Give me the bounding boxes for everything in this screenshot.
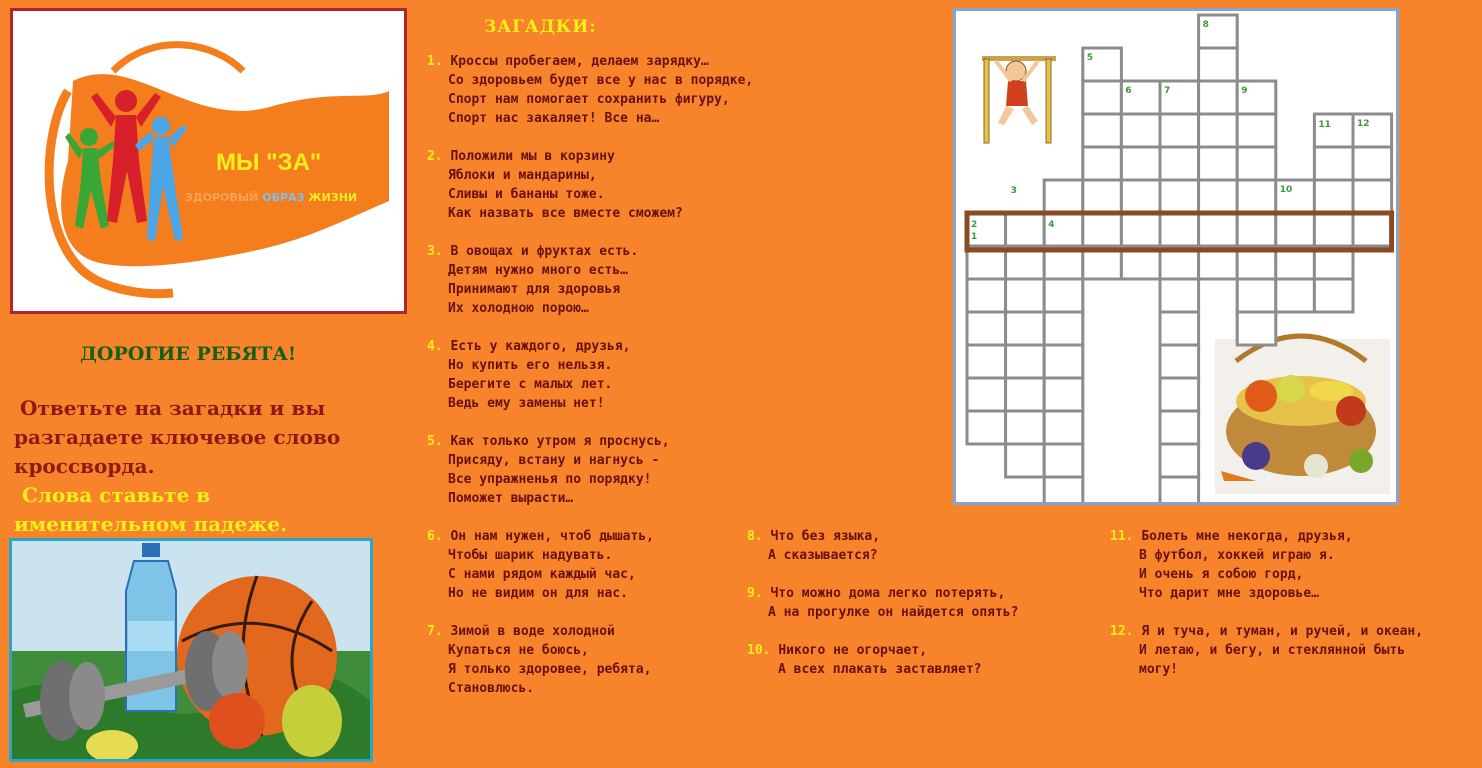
riddle-line: Купаться не боюсь, xyxy=(448,643,589,658)
crossword-cell[interactable] xyxy=(1160,345,1199,378)
crossword-cell[interactable] xyxy=(1160,411,1199,444)
crossword-number: 10 xyxy=(1279,185,1293,195)
crossword-cell[interactable] xyxy=(967,312,1006,345)
crossword-cell[interactable] xyxy=(1044,444,1083,477)
crossword-number: 7 xyxy=(1164,86,1171,96)
crossword-number: 3 xyxy=(1010,186,1017,196)
riddle-line: Но купить его нельзя. xyxy=(448,358,613,373)
crossword-cell[interactable] xyxy=(1353,180,1392,213)
logo-illustration xyxy=(13,11,404,311)
riddle-line: Как назвать все вместе сможем? xyxy=(448,206,683,221)
crossword-cell[interactable] xyxy=(1006,444,1045,477)
intro-line: именительном падеже. xyxy=(14,512,288,536)
crossword-cell[interactable] xyxy=(1121,147,1160,180)
logo-card xyxy=(10,8,407,314)
crossword-cell[interactable] xyxy=(967,411,1006,444)
riddle-line: Я и туча, и туман, и ручей, и океан, xyxy=(1141,624,1424,639)
logo-subtitle-word: ЖИЗНИ xyxy=(308,191,358,204)
crossword-cell[interactable] xyxy=(1006,213,1045,246)
crossword-cell[interactable] xyxy=(1314,180,1353,213)
intro-line: кроссворда. xyxy=(14,454,155,478)
riddle-line: Что дарит мне здоровье… xyxy=(1139,586,1320,601)
crossword-cell[interactable] xyxy=(1314,114,1353,147)
riddle-10 xyxy=(747,641,982,679)
riddle-line: Их холодною порою… xyxy=(448,301,589,316)
sport-illustration xyxy=(12,541,370,759)
riddle-12 xyxy=(1110,622,1423,679)
riddle-number: 3. xyxy=(427,244,443,259)
crossword-cell[interactable] xyxy=(1237,213,1276,246)
crossword-cell[interactable] xyxy=(1044,345,1083,378)
crossword-cell[interactable] xyxy=(1044,411,1083,444)
intro-instructions xyxy=(14,394,394,539)
riddle-line: Я только здоровее, ребята, xyxy=(448,662,652,677)
riddle-line: Он нам нужен, чтоб дышать, xyxy=(450,529,654,544)
crossword-cell[interactable] xyxy=(1237,114,1276,147)
intro-line: разгадаете ключевое слово xyxy=(14,425,341,449)
riddle-7 xyxy=(427,622,652,698)
logo-subtitle-word: ОБРАЗ xyxy=(262,191,305,204)
logo-subtitle xyxy=(185,191,357,204)
riddle-5 xyxy=(427,432,670,508)
crossword-number: 4 xyxy=(1048,220,1055,230)
riddle-number: 5. xyxy=(427,434,443,449)
pear-icon xyxy=(282,685,342,757)
crossword-cell[interactable] xyxy=(1006,279,1045,312)
riddle-line: Никого не огорчает, xyxy=(778,643,928,658)
crossword-cell[interactable] xyxy=(1006,312,1045,345)
crossword-cell[interactable] xyxy=(967,279,1006,312)
crossword-cell[interactable] xyxy=(1044,279,1083,312)
crossword-number: 8 xyxy=(1202,20,1209,30)
crossword-cell[interactable] xyxy=(1276,213,1315,246)
riddle-line: И очень я собою горд, xyxy=(1139,567,1304,582)
crossword-cell[interactable] xyxy=(1121,213,1160,246)
crossword-cell[interactable] xyxy=(1006,411,1045,444)
riddle-line: Становлюсь. xyxy=(448,681,535,696)
riddle-line: Сливы и бананы тоже. xyxy=(448,187,605,202)
fruit-basket-icon xyxy=(1215,336,1390,494)
crossword-cell[interactable] xyxy=(1160,213,1199,246)
riddle-number: 10. xyxy=(747,643,771,658)
riddle-line: Поможет вырасти… xyxy=(448,491,574,506)
crossword-cell[interactable] xyxy=(1083,180,1122,213)
riddle-line: В овощах и фруктах есть. xyxy=(450,244,639,259)
crossword-cell[interactable] xyxy=(1276,279,1315,312)
riddle-11 xyxy=(1110,527,1353,603)
sport-equipment-picture xyxy=(9,538,373,762)
crossword-cell[interactable] xyxy=(1160,114,1199,147)
crossword-cell[interactable] xyxy=(967,378,1006,411)
crossword-number: 2 xyxy=(971,220,978,230)
riddle-line: Положили мы в корзину xyxy=(450,149,615,164)
riddle-number: 12. xyxy=(1110,624,1134,639)
riddle-number: 11. xyxy=(1110,529,1134,544)
riddle-number: 8. xyxy=(747,529,763,544)
riddle-6 xyxy=(427,527,654,603)
riddle-line: Присяду, встану и нагнусь - xyxy=(448,453,660,468)
riddles-title: ЗАГАДКИ: xyxy=(484,17,597,37)
riddle-line: Кроссы пробегаем, делаем зарядку… xyxy=(450,54,709,69)
crossword-cell[interactable] xyxy=(1044,312,1083,345)
crossword-cell[interactable] xyxy=(1006,345,1045,378)
riddle-line: Яблоки и мандарины, xyxy=(448,168,597,183)
crossword-cell[interactable] xyxy=(1199,213,1238,246)
riddle-4 xyxy=(427,337,631,413)
dear-children-heading: ДОРОГИЕ РЕБЯТА! xyxy=(80,343,297,365)
riddle-line: Все упражненья по порядку! xyxy=(448,472,652,487)
riddle-8 xyxy=(747,527,880,565)
riddle-line: Берегите с малых лет. xyxy=(448,377,613,392)
crossword-cell[interactable] xyxy=(1199,48,1238,81)
riddle-line: Есть у каждого, друзья, xyxy=(450,339,631,354)
crossword-cell[interactable] xyxy=(1237,312,1276,345)
crossword-cell[interactable] xyxy=(1199,81,1238,114)
crossword-number: 1 xyxy=(971,232,978,242)
crossword-number: 6 xyxy=(1125,86,1132,96)
crossword-cell[interactable] xyxy=(1083,147,1122,180)
riddle-number: 2. xyxy=(427,149,443,164)
riddle-number: 7. xyxy=(427,624,443,639)
crossword-cell[interactable] xyxy=(1083,114,1122,147)
crossword-grid xyxy=(956,11,1396,502)
crossword-cell[interactable] xyxy=(1199,147,1238,180)
riddle-line: Как только утром я проснусь, xyxy=(450,434,670,449)
crossword-cell[interactable] xyxy=(1083,81,1122,114)
riddle-2 xyxy=(427,147,683,223)
riddle-1 xyxy=(427,52,753,128)
crossword-cell[interactable] xyxy=(1160,180,1199,213)
riddle-9 xyxy=(747,584,1018,622)
riddle-line: А всех плакать заставляет? xyxy=(778,662,982,677)
crossword-number: 9 xyxy=(1241,86,1248,96)
crossword-cell[interactable] xyxy=(1160,477,1199,502)
riddle-number: 1. xyxy=(427,54,443,69)
riddle-line: И летаю, и бегу, и стеклянной быть xyxy=(1139,643,1406,658)
crossword-cell[interactable] xyxy=(1237,180,1276,213)
crossword-cell[interactable] xyxy=(1314,213,1353,246)
crossword-cell[interactable] xyxy=(1083,213,1122,246)
crossword-cell[interactable] xyxy=(1314,279,1353,312)
riddle-line: Со здоровьем будет все у нас в порядке, xyxy=(448,73,754,88)
riddle-line: Принимают для здоровья xyxy=(448,282,621,297)
riddle-number: 6. xyxy=(427,529,443,544)
crossword-cell[interactable] xyxy=(1044,180,1083,213)
crossword-cell[interactable] xyxy=(1353,147,1392,180)
logo-title: МЫ "ЗА" xyxy=(216,149,322,176)
crossword-number: 12 xyxy=(1357,119,1370,129)
crossword-number: 5 xyxy=(1086,53,1094,63)
riddle-number: 9. xyxy=(747,586,763,601)
riddle-line: А сказывается? xyxy=(768,548,878,563)
crossword-cell[interactable] xyxy=(1237,147,1276,180)
crossword-cell[interactable] xyxy=(1006,378,1045,411)
crossword-number: 11 xyxy=(1318,120,1331,130)
crossword-cell[interactable] xyxy=(1160,147,1199,180)
riddle-line: Что можно дома легко потерять, xyxy=(770,586,1006,601)
intro-line: Ответьте на загадки и вы xyxy=(20,396,326,420)
riddle-line: Спорт нас закаляет! Все на… xyxy=(448,111,660,126)
riddle-line: Болеть мне некогда, друзья, xyxy=(1141,529,1353,544)
crossword-cell[interactable] xyxy=(967,345,1006,378)
crossword-cell[interactable] xyxy=(1353,213,1392,246)
riddle-line: В футбол, хоккей играю я. xyxy=(1139,548,1335,563)
crossword-cell[interactable] xyxy=(1160,444,1199,477)
riddle-line: А на прогулке он найдется опять? xyxy=(768,605,1019,620)
riddle-line: Ведь ему замены нет! xyxy=(448,396,605,411)
crossword-cell[interactable] xyxy=(1121,114,1160,147)
crossword-cell[interactable] xyxy=(1160,312,1199,345)
intro-line: Слова ставьте в xyxy=(22,483,211,507)
crossword-cell[interactable] xyxy=(1160,279,1199,312)
crossword-cell[interactable] xyxy=(1237,279,1276,312)
riddle-line: Что без языка, xyxy=(770,529,881,544)
crossword-cell[interactable] xyxy=(1044,378,1083,411)
riddle-line: Спорт нам помогает сохранить фигуру, xyxy=(448,92,730,107)
riddle-line: Детям нужно много есть… xyxy=(448,263,629,278)
riddle-line: Чтобы шарик надувать. xyxy=(448,548,613,563)
crossword-cell[interactable] xyxy=(1121,180,1160,213)
riddle-3 xyxy=(427,242,638,318)
riddle-number: 4. xyxy=(427,339,443,354)
riddle-line: Зимой в воде холодной xyxy=(450,624,615,639)
crossword-cell[interactable] xyxy=(1160,378,1199,411)
riddle-line: Но не видим он для нас. xyxy=(448,586,629,601)
crossword-cell[interactable] xyxy=(1044,477,1083,502)
gymnast-on-bar-icon xyxy=(982,56,1056,143)
riddle-line: могу! xyxy=(1139,662,1179,677)
crossword-cell[interactable] xyxy=(1199,114,1238,147)
logo-subtitle-word: ЗДОРОВЫЙ xyxy=(185,191,259,204)
crossword-cell[interactable] xyxy=(1199,180,1238,213)
apple-icon xyxy=(209,693,265,749)
riddle-line: С нами рядом каждый час, xyxy=(448,567,636,582)
crossword-cell[interactable] xyxy=(1314,147,1353,180)
crossword-panel xyxy=(953,8,1399,505)
